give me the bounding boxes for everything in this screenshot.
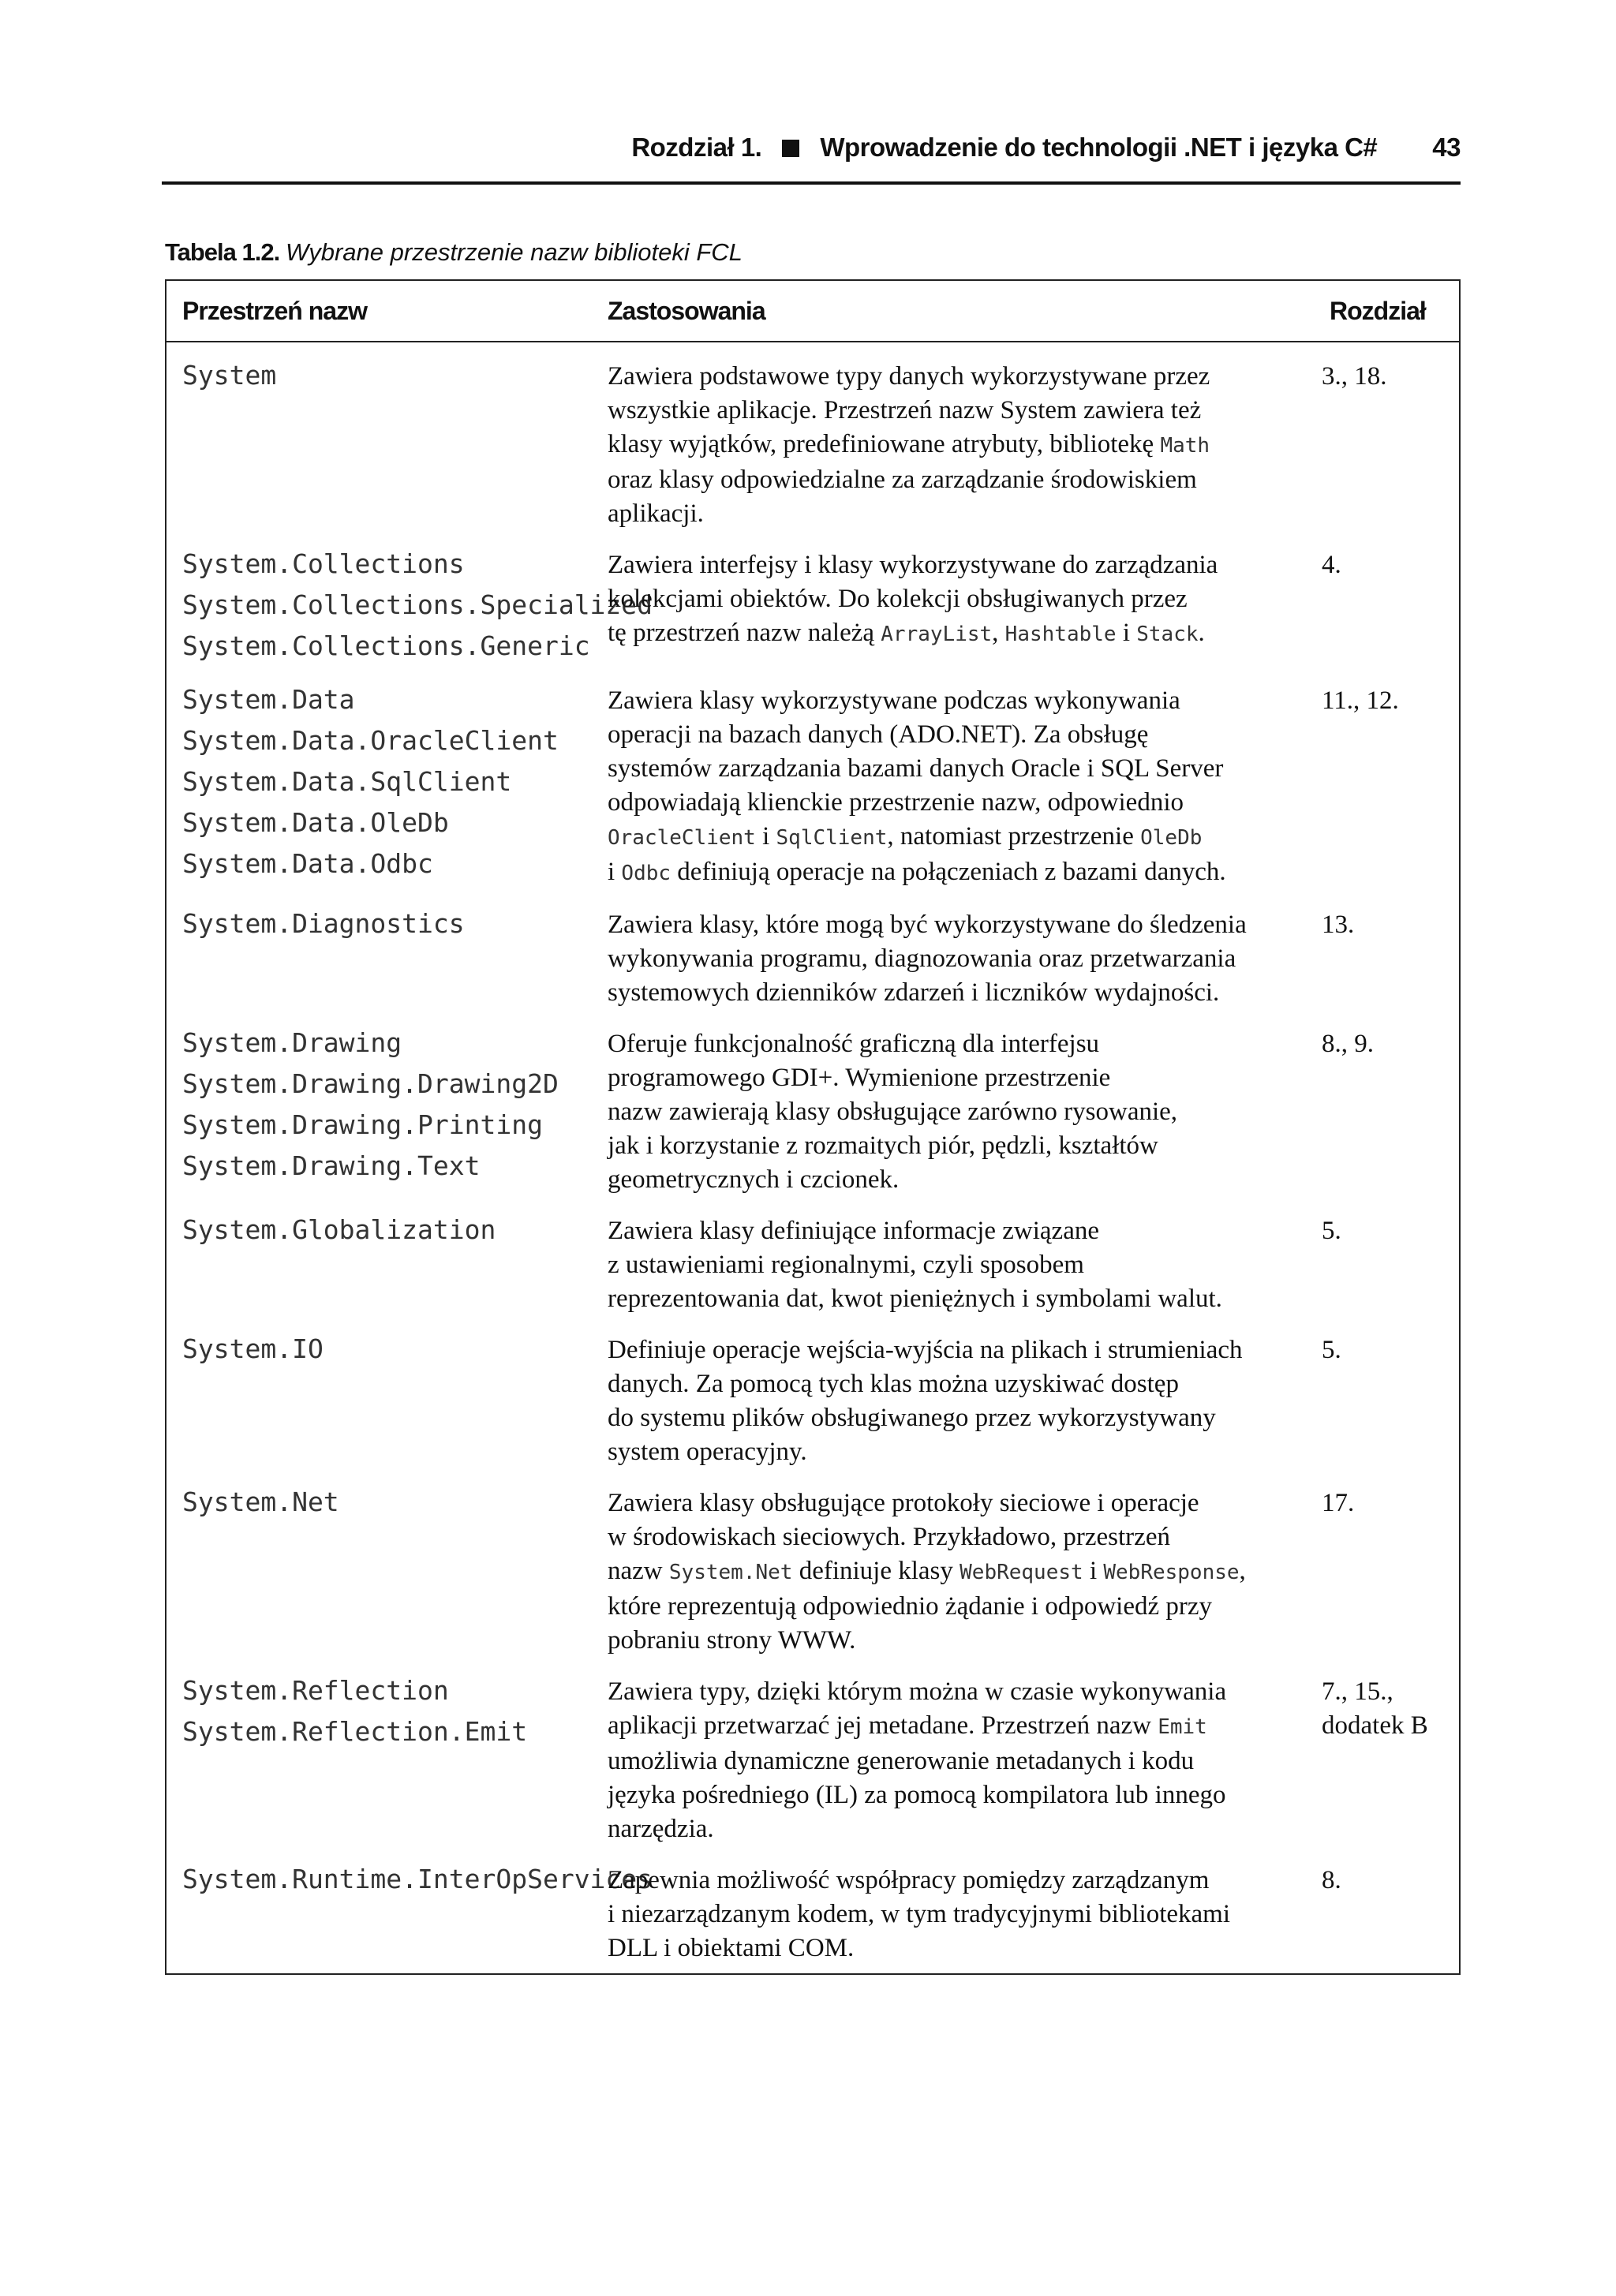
namespaces-table <box>165 279 1461 1975</box>
chapter-cell <box>1314 1324 1460 1477</box>
usage-text: Oferuje funkcjonalność graficzną dla interfejsu <box>608 1030 1100 1058</box>
namespace-name: System.Data <box>182 684 355 715</box>
usage-line <box>608 616 1298 652</box>
chapter-title: Wprowadzenie do technologii .NET i języka C# <box>820 133 1378 162</box>
namespace-cell <box>166 1666 592 1854</box>
usage-line <box>608 1214 1298 1248</box>
usage-text: definiują operacje na połączeniach z bazami danych. <box>671 858 1226 886</box>
usage-text: Zawiera typy, dzięki którym można w czasie wykonywania <box>608 1677 1227 1706</box>
table-row <box>166 1018 1460 1205</box>
usage-line <box>608 463 1298 497</box>
namespace-name: System.Collections.Generic <box>182 630 590 661</box>
usage-text: i <box>755 822 776 851</box>
chapter-ref: 17. <box>1322 1489 1355 1517</box>
namespace-cell <box>166 1205 592 1324</box>
usage-line <box>608 820 1298 855</box>
usage-text: nazw zawierają klasy obsługujące zarówno rysowanie, <box>608 1098 1178 1126</box>
namespace-name: System.Reflection.Emit <box>182 1716 528 1747</box>
usage-text: systemowych dzienników zdarzeń i liczników wydajności. <box>608 978 1220 1007</box>
usage-line <box>608 1095 1298 1129</box>
usage-line <box>608 1675 1298 1709</box>
usage-line <box>608 360 1298 394</box>
usage-text: umożliwia dynamiczne generowanie metadanych i kodu <box>608 1747 1195 1775</box>
usage-line <box>608 1812 1298 1846</box>
usage-text: Zawiera interfejsy i klasy wykorzystywane do zarządzania <box>608 551 1218 579</box>
usage-text: geometrycznych i czcionek. <box>608 1165 900 1194</box>
chapter-cell <box>1314 899 1460 1018</box>
namespace-name: System.Collections <box>182 548 465 579</box>
usage-text: aplikacji. <box>608 499 704 528</box>
usage-line <box>608 1898 1298 1931</box>
namespace-name: System.Globalization <box>182 1214 496 1245</box>
usage-text: Zawiera podstawowe typy danych wykorzystywane przez <box>608 362 1210 391</box>
usage-cell <box>592 899 1314 1018</box>
usage-text: systemów zarządzania bazami danych Oracle i SQL Server <box>608 754 1224 783</box>
chapter-ref: 4. <box>1322 551 1341 579</box>
usage-line <box>608 908 1298 942</box>
chapter-ref: 8., 9. <box>1322 1030 1374 1058</box>
usage-text: Zawiera klasy definiujące informacje związane <box>608 1217 1099 1245</box>
table-row <box>166 1205 1460 1324</box>
chapter-ref: 7., 15., <box>1322 1677 1393 1706</box>
table-body <box>166 342 1460 1974</box>
code-term: Emit <box>1158 1715 1207 1739</box>
usage-line <box>608 1061 1298 1095</box>
chapter-label: Rozdział 1. <box>631 133 762 162</box>
table-row <box>166 1324 1460 1477</box>
usage-text: aplikacji przetwarzać jej metadane. Przestrzeń nazw <box>608 1711 1158 1740</box>
usage-line <box>608 497 1298 531</box>
table-row <box>166 342 1460 539</box>
usage-line <box>608 394 1298 428</box>
usage-cell <box>592 1854 1314 1974</box>
usage-text: programowego GDI+. Wymienione przestrzenie <box>608 1064 1111 1092</box>
namespace-cell <box>166 342 592 539</box>
namespace-name: System.Drawing.Printing <box>182 1109 543 1140</box>
table-row <box>166 675 1460 899</box>
usage-line <box>608 1129 1298 1163</box>
usage-cell <box>592 1324 1314 1477</box>
square-bullet-icon <box>782 140 799 157</box>
usage-line <box>608 855 1298 891</box>
usage-text: danych. Za pomocą tych klas można uzyskiwać dostęp <box>608 1370 1179 1398</box>
chapter-cell <box>1314 1477 1460 1666</box>
usage-text: w środowiskach sieciowych. Przykładowo, przestrzeń <box>608 1523 1170 1551</box>
usage-text: Zapewnia możliwość współpracy pomiędzy zarządzanym <box>608 1866 1210 1894</box>
usage-line <box>608 1248 1298 1282</box>
namespace-cell <box>166 899 592 1018</box>
table-row <box>166 1477 1460 1666</box>
usage-cell <box>592 539 1314 675</box>
chapter-cell <box>1314 1018 1460 1205</box>
usage-text: Definiuje operacje wejścia-wyjścia na plikach i strumieniach <box>608 1336 1243 1364</box>
code-term: OleDb <box>1140 826 1203 850</box>
namespace-name: System.Data.SqlClient <box>182 766 512 797</box>
usage-text: do systemu plików obsługiwanego przez wykorzystywany <box>608 1404 1216 1432</box>
usage-text: DLL i obiektami COM. <box>608 1934 855 1962</box>
namespace-name: System.Data.Odbc <box>182 848 433 879</box>
code-term: Odbc <box>621 862 671 885</box>
usage-text: , <box>1239 1557 1246 1585</box>
chapter-ref: 8. <box>1322 1866 1341 1894</box>
usage-line <box>608 786 1298 820</box>
table-row <box>166 899 1460 1018</box>
usage-line <box>608 942 1298 976</box>
chapter-ref: 11., 12. <box>1322 686 1399 715</box>
chapter-ref: 13. <box>1322 911 1355 939</box>
usage-text: tę przestrzeń nazw należą <box>608 619 881 647</box>
chapter-cell <box>1314 342 1460 539</box>
usage-line <box>608 428 1298 463</box>
namespace-name: System.Data.OleDb <box>182 807 449 838</box>
usage-cell <box>592 342 1314 539</box>
usage-line <box>608 582 1298 616</box>
usage-text: kolekcjami obiektów. Do kolekcji obsługiwanych przez <box>608 585 1188 613</box>
namespace-name: System.Net <box>182 1486 339 1517</box>
usage-text: system operacyjny. <box>608 1438 807 1466</box>
usage-text: nazw <box>608 1557 669 1585</box>
usage-line <box>608 1163 1298 1197</box>
usage-line <box>608 752 1298 786</box>
table-caption <box>165 238 743 267</box>
table-title: Wybrane przestrzenie nazw biblioteki FCL <box>285 238 743 266</box>
usage-text: jak i korzystanie z rozmaitych piór, pędzli, kształtów <box>608 1131 1158 1160</box>
usage-text: wykonywania programu, diagnozowania oraz przetwarzania <box>608 944 1236 973</box>
usage-line <box>608 1282 1298 1316</box>
column-header-namespace: Przestrzeń nazw <box>166 280 592 342</box>
usage-text: definiuje klasy <box>792 1557 960 1585</box>
usage-line <box>608 1333 1298 1367</box>
usage-text: i <box>1116 619 1137 647</box>
chapter-ref: 3., 18. <box>1322 362 1387 391</box>
usage-text: Zawiera klasy wykorzystywane podczas wykonywania <box>608 686 1180 715</box>
namespace-cell <box>166 1018 592 1205</box>
usage-text: wszystkie aplikacje. Przestrzeń nazw System zawiera też <box>608 396 1202 424</box>
usage-text: , <box>992 619 1005 647</box>
chapter-cell <box>1314 1854 1460 1974</box>
usage-text: i <box>608 858 622 886</box>
usage-line <box>608 1864 1298 1898</box>
usage-cell <box>592 675 1314 899</box>
chapter-cell <box>1314 675 1460 899</box>
usage-line <box>608 1486 1298 1520</box>
usage-text: języka pośredniego (IL) za pomocą kompilatora lub innego <box>608 1781 1226 1809</box>
chapter-cell <box>1314 539 1460 675</box>
usage-line <box>608 1027 1298 1061</box>
usage-text: Zawiera klasy, które mogą być wykorzystywane do śledzenia <box>608 911 1247 939</box>
namespace-name: System.Drawing.Text <box>182 1150 481 1181</box>
usage-text: pobraniu strony WWW. <box>608 1626 856 1655</box>
chapter-ref: 5. <box>1322 1336 1341 1364</box>
usage-text: Zawiera klasy obsługujące protokoły sieciowe i operacje <box>608 1489 1199 1517</box>
namespace-name: System.Diagnostics <box>182 908 465 939</box>
namespace-name: System.Runtime.InterOpServices <box>182 1864 653 1894</box>
column-header-usage: Zastosowania <box>592 280 1314 342</box>
table-label: Tabela 1.2. <box>165 238 280 266</box>
table-row <box>166 539 1460 675</box>
usage-text: oraz klasy odpowiedzialne za zarządzanie środowiskiem <box>608 466 1197 494</box>
chapter-ref: dodatek B <box>1322 1711 1428 1740</box>
usage-line <box>608 1520 1298 1554</box>
namespace-name: System <box>182 360 277 391</box>
code-term: Hashtable <box>1004 623 1117 646</box>
code-term: Stack <box>1136 623 1199 646</box>
namespace-cell <box>166 539 653 675</box>
usage-text: które reprezentują odpowiednio żądanie i odpowiedź przy <box>608 1592 1213 1621</box>
namespace-name: System.Reflection <box>182 1675 449 1706</box>
namespace-name: System.IO <box>182 1333 324 1364</box>
usage-text: operacji na bazach danych (ADO.NET). Za obsługę <box>608 720 1149 749</box>
usage-line <box>608 1590 1298 1624</box>
namespace-name: System.Drawing <box>182 1027 402 1058</box>
usage-line <box>608 976 1298 1010</box>
usage-line <box>608 1435 1298 1469</box>
code-term: Math <box>1160 434 1210 458</box>
table-row <box>166 1666 1460 1854</box>
chapter-cell <box>1314 1205 1460 1324</box>
usage-line <box>608 548 1298 582</box>
usage-cell <box>592 1477 1314 1666</box>
namespace-cell <box>166 1854 653 1974</box>
usage-line <box>608 1401 1298 1435</box>
usage-line <box>608 1709 1298 1744</box>
code-term: WebRequest <box>960 1561 1083 1584</box>
usage-line <box>608 1931 1298 1965</box>
table-row <box>166 1854 1460 1974</box>
usage-text: i niezarządzanym kodem, w tym tradycyjnymi bibliotekami <box>608 1900 1231 1928</box>
namespace-name: System.Drawing.Drawing2D <box>182 1068 559 1099</box>
running-header <box>162 133 1461 185</box>
code-term: OracleClient <box>608 826 756 850</box>
chapter-ref: 5. <box>1322 1217 1341 1245</box>
chapter-cell <box>1314 1666 1460 1854</box>
usage-text: reprezentowania dat, kwot pieniężnych i symbolami walut. <box>608 1284 1222 1313</box>
usage-line <box>608 1744 1298 1778</box>
column-header-chapter: Rozdział <box>1314 280 1460 342</box>
usage-cell <box>592 1018 1314 1205</box>
usage-cell <box>592 1205 1314 1324</box>
usage-text: z ustawieniami regionalnymi, czyli sposobem <box>608 1251 1084 1279</box>
namespace-cell <box>166 1477 592 1666</box>
usage-text: klasy wyjątków, predefiniowane atrybuty, bibliotekę <box>608 430 1161 458</box>
code-term: System.Net <box>668 1561 793 1584</box>
namespace-name: System.Data.OracleClient <box>182 725 559 756</box>
code-term: SqlClient <box>776 826 888 850</box>
usage-text: narzędzia. <box>608 1815 714 1843</box>
usage-text: i <box>1083 1557 1104 1585</box>
usage-line <box>608 1624 1298 1658</box>
usage-text: odpowiadają klienckie przestrzenie nazw, odpowiednio <box>608 788 1184 817</box>
usage-line <box>608 1554 1298 1590</box>
usage-line <box>608 1367 1298 1401</box>
usage-text: . <box>1198 619 1205 647</box>
namespace-cell <box>166 1324 592 1477</box>
usage-line <box>608 684 1298 718</box>
code-term: WebResponse <box>1103 1561 1240 1584</box>
usage-line <box>608 1778 1298 1812</box>
usage-text: , natomiast przestrzenie <box>887 822 1141 851</box>
code-term: ArrayList <box>881 623 993 646</box>
table-header-row <box>166 280 1460 342</box>
usage-cell <box>592 1666 1314 1854</box>
usage-line <box>608 718 1298 752</box>
page-number: 43 <box>1432 133 1461 162</box>
namespace-cell <box>166 675 592 899</box>
namespace-name: System.Collections.Specialized <box>182 589 653 620</box>
